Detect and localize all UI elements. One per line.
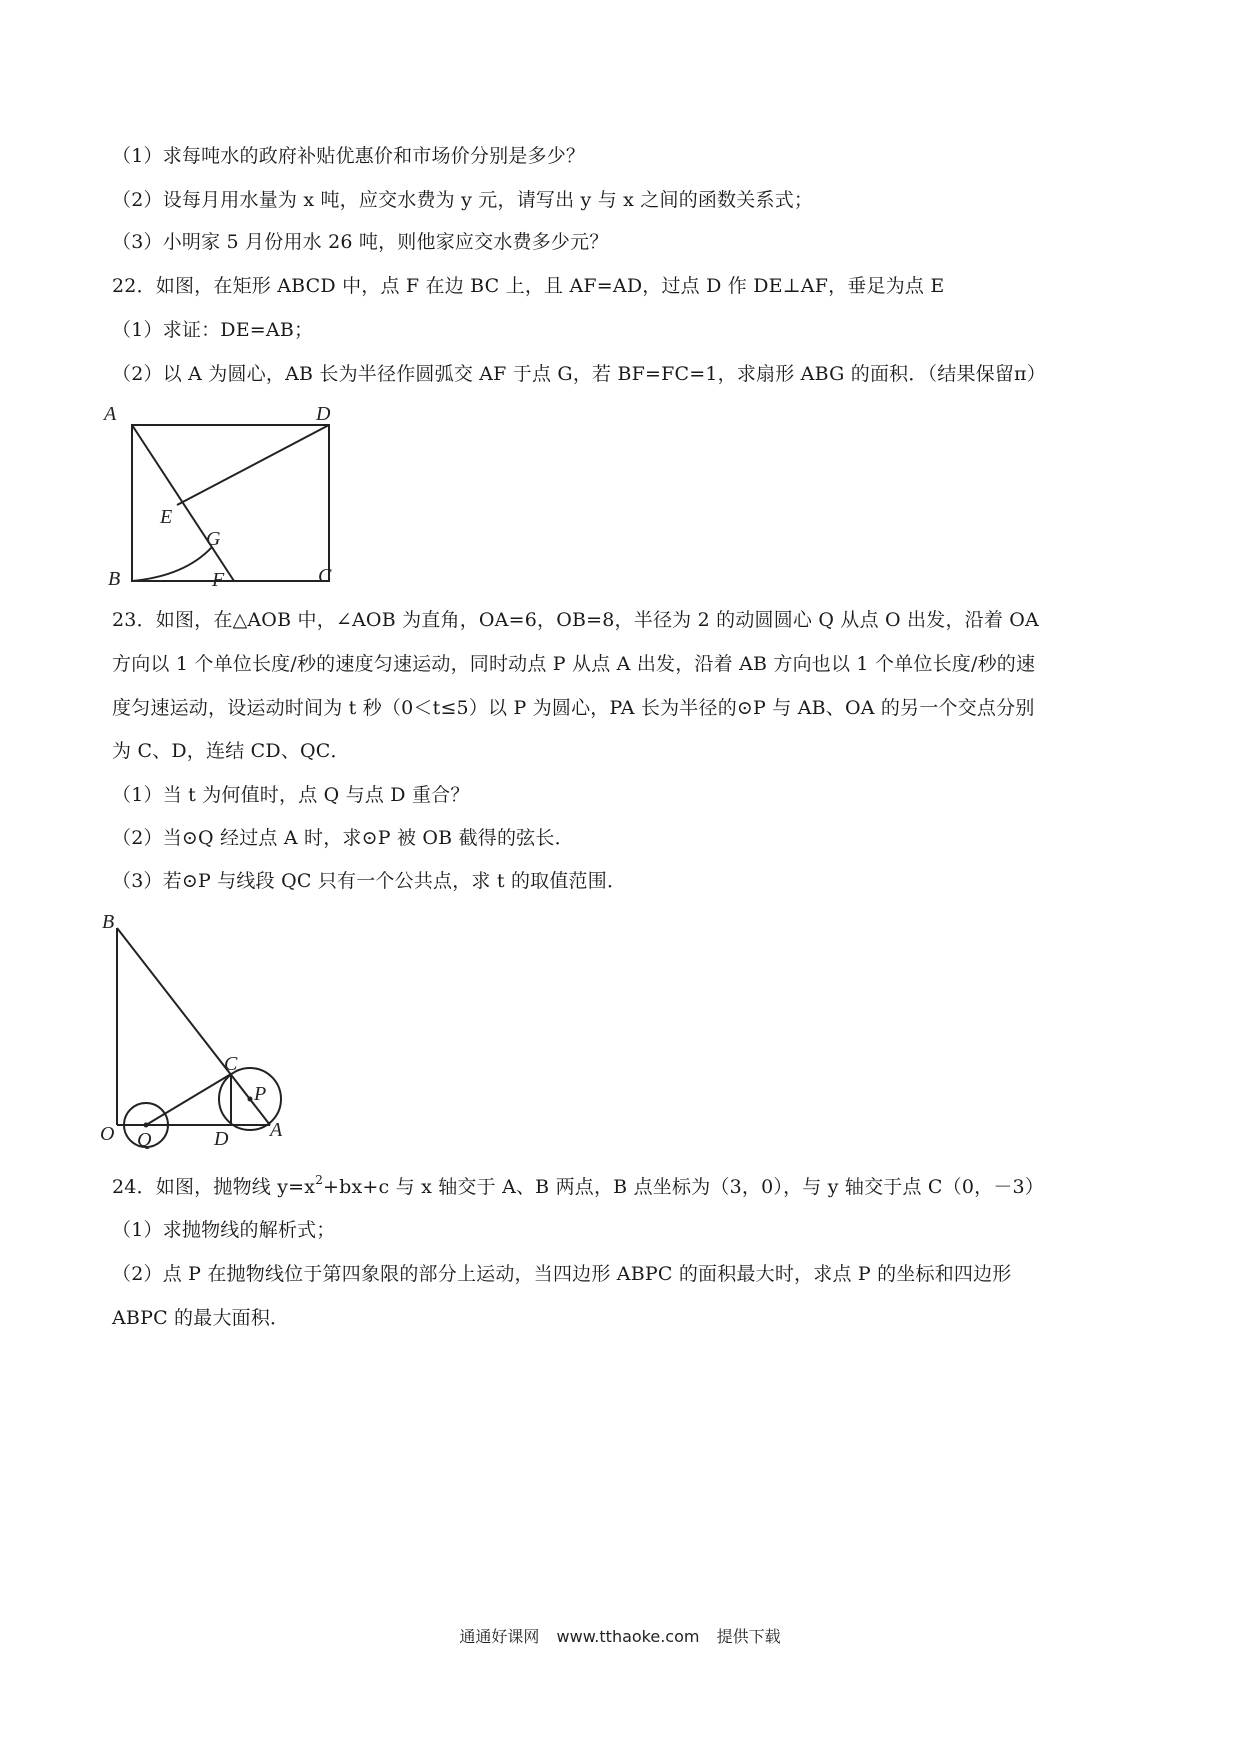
label-b: B (102, 911, 115, 933)
q22-sub1: （1）求证：DE=AB； (112, 319, 314, 341)
q23-stem-line2: 方向以 1 个单位长度/秒的速度匀速运动，同时动点 P 从点 A 出发，沿着 AB 方向也以 1 个单位长度/秒的速 (112, 653, 1036, 675)
point-p (248, 1097, 253, 1102)
label-o: O (100, 1123, 115, 1145)
page-footer (0, 1624, 1240, 1647)
q23-stem-line4: 为 C、D，连结 CD、QC． (112, 740, 350, 762)
footer-url[interactable]: www.tthaoke.com (556, 1627, 700, 1646)
label-a: A (104, 403, 117, 425)
q22-stem: 22．如图，在矩形 ABCD 中，点 F 在边 BC 上，且 AF=AD，过点 D 作 DE⊥AF，垂足为点 E (112, 275, 945, 297)
q24-stem-exponent: 2 (315, 1172, 324, 1187)
label-f: F (212, 569, 225, 591)
q24-sub2-line1: （2）点 P 在抛物线位于第四象限的部分上运动，当四边形 ABPC 的面积最大时，求点 P 的坐标和四边形 (112, 1263, 1012, 1285)
q21-sub2: （2）设每月用水量为 x 吨，应交水费为 y 元，请写出 y 与 x 之间的函数关系式； (112, 189, 814, 211)
rectangle-abcd (132, 425, 329, 581)
label-c: C (318, 565, 332, 587)
segment-de (177, 425, 329, 505)
label-q: Q (137, 1129, 152, 1151)
q21-sub1: （1）求每吨水的政府补贴优惠价和市场价分别是多少？ (112, 145, 586, 167)
segment-af (132, 425, 234, 581)
label-b: B (108, 568, 121, 590)
q23-stem-line3: 度匀速运动，设运动时间为 t 秒（0＜t≤5）以 P 为圆心，PA 长为半径的⊙P 与 AB、OA 的另一个交点分别 (112, 697, 1035, 719)
label-p: P (254, 1083, 267, 1105)
q24-sub2-line2: ABPC 的最大面积． (112, 1307, 290, 1329)
label-d: D (316, 403, 331, 425)
q24-stem-part-a: 24．如图，抛物线 y=x (112, 1176, 316, 1198)
footer-site-name: 通通好课网 (459, 1627, 540, 1646)
q23-sub2: （2）当⊙Q 经过点 A 时，求⊙P 被 OB 截得的弦长． (112, 827, 574, 849)
q22-figure (100, 398, 380, 612)
footer-action: 提供下载 (716, 1627, 781, 1646)
q24-stem (112, 1173, 1044, 1201)
label-e: E (160, 506, 173, 528)
q23-sub3: （3）若⊙P 与线段 QC 只有一个公共点，求 t 的取值范围． (112, 870, 627, 892)
label-d: D (214, 1128, 229, 1150)
label-a: A (270, 1119, 283, 1141)
q24-stem-part-b: +bx+c 与 x 轴交于 A、B 两点，B 点坐标为（3，0），与 y 轴交于点 C（0，－3） (323, 1176, 1045, 1198)
arc-bg (132, 547, 212, 581)
q21-sub3: （3）小明家 5 月份用水 26 吨，则他家应交水费多少元？ (112, 231, 609, 253)
q23-sub1: （1）当 t 为何值时，点 Q 与点 D 重合？ (112, 784, 470, 806)
q22-sub2: （2）以 A 为圆心，AB 长为半径作圆弧交 AF 于点 G，若 BF=FC=1，求扇形 ABG 的面积．（结果保留π） (112, 363, 1046, 385)
q23-stem-line1: 23．如图，在△AOB 中，∠AOB 为直角，OA=6，OB=8，半径为 2 的动圆圆心 Q 从点 O 出发，沿着 OA (112, 609, 1039, 631)
q23-figure (100, 910, 320, 1164)
label-c: C (224, 1053, 238, 1075)
label-g: G (206, 528, 221, 550)
point-q (144, 1123, 149, 1128)
q24-sub1: （1）求抛物线的解析式； (112, 1219, 336, 1241)
